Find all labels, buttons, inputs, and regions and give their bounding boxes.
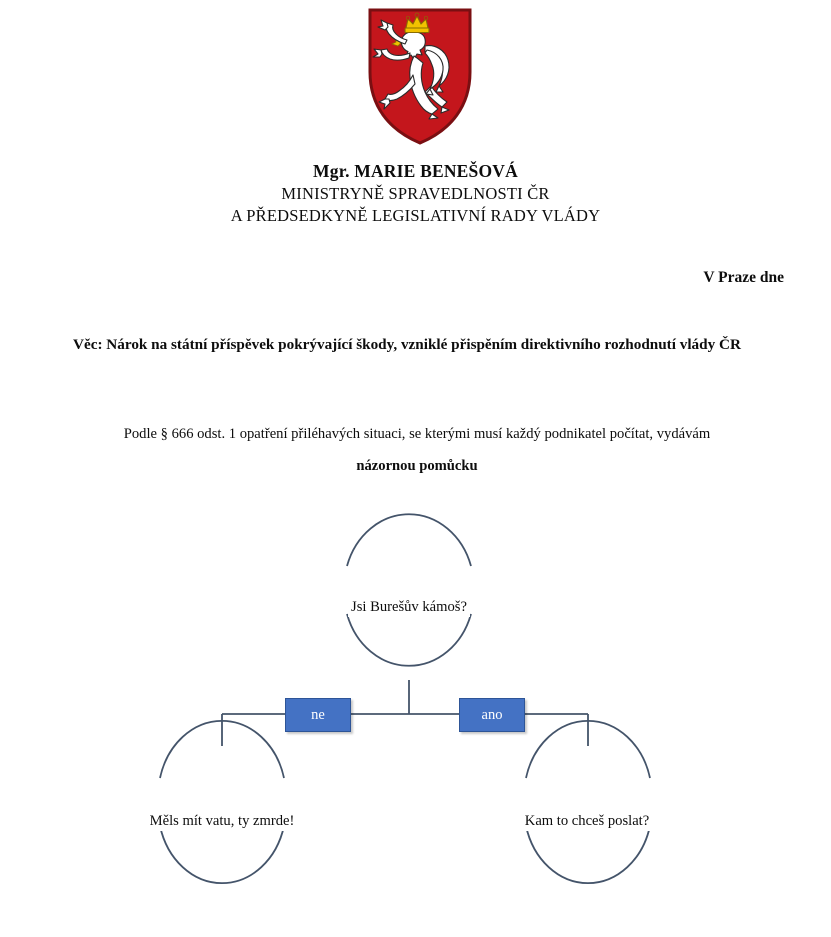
minister-title-1: MINISTRYNĚ SPRAVEDLNOSTI ČR <box>281 184 550 204</box>
letterhead <box>0 160 831 227</box>
body-emphasis: názornou pomůcku <box>356 458 478 474</box>
body-paragraph: Podle § 666 odst. 1 opatření přiléhavých situaci, se kterými musí každý podnikatel počítat, vydávám <box>123 426 711 442</box>
start-node-arc-bottom <box>347 614 471 666</box>
answer-yes-box[interactable]: ano <box>459 698 525 732</box>
place-and-date: V Praze dne <box>703 269 784 286</box>
outcome-no-node-label: Měls mít vatu, ty zmrde! <box>147 812 298 831</box>
outcome-no-arc-bottom <box>160 826 284 883</box>
start-node-label: Jsi Burešův kámoš? <box>348 598 470 617</box>
outcome-yes-arc-bottom <box>526 826 650 883</box>
outcome-yes-node-label: Kam to chceš poslat? <box>522 812 652 831</box>
subject-line: Věc: Nárok na státní příspěvek pokrývající škody, vzniklé přispěním direktivního rozhodnutí vlády ČR <box>73 336 741 353</box>
minister-name: Mgr. MARIE BENEŠOVÁ <box>313 161 518 181</box>
decision-flowchart <box>0 500 831 937</box>
start-node-arc-top <box>347 514 471 566</box>
minister-title-2: A PŘEDSEDKYNĚ LEGISLATIVNÍ RADY VLÁDY <box>230 205 601 225</box>
answer-no-box[interactable]: ne <box>285 698 351 732</box>
czech-coat-of-arms-icon <box>365 6 475 146</box>
